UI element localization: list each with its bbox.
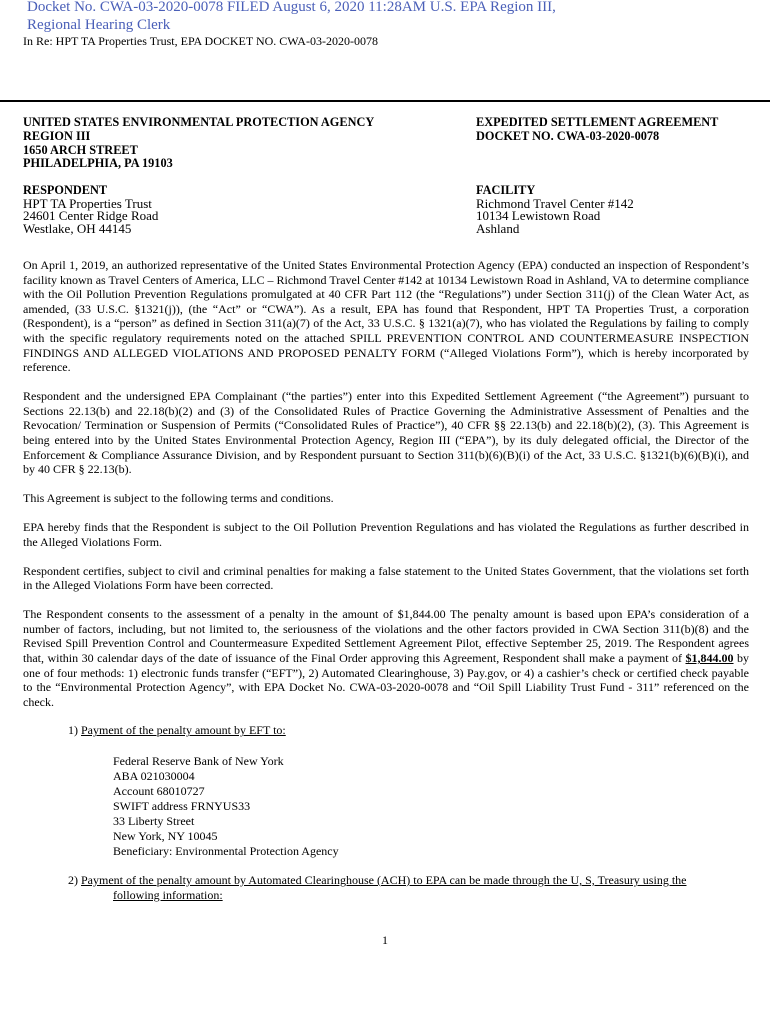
paragraph-terms: This Agreement is subject to the following terms and conditions. <box>23 491 334 506</box>
bank-line: Beneficiary: Environmental Protection Agency <box>113 843 339 858</box>
respondent-name: HPT TA Properties Trust <box>23 195 152 211</box>
paragraph-inspection: On April 1, 2019, an authorized representative of the United States Environmental Protection Agency (EPA) conducted an inspection of Respondent’s facility known as Travel Centers of America, LLC – Richmond Travel Center #142 at 10134 Lewistown Road in Ashland, VA to determine compliance with the Oil Pollution Prevention Regulations promulgated at 40 CFR Part 112 (the “Regulations”) under Section 311(j) of the Clean Water Act, as amended, (33 U.S.C. §1321(j)), (the “Act” or “CWA”). As a result, EPA has found that Respondent, HPT TA Properties Trust, a corporation (Respondent), is a “person” as defined in Section 311(a)(7) of the Act, 33 U.S.C. § 1321(a)(7), who has violated the Regulations by failing to comply with the specific regulatory requirements noted on the attached SPILL PREVENTION CONTROL AND COUNTERMEASURE INSPECTION FINDINGS AND ALLEGED VIOLATIONS AND PROPOSED PENALTY FORM (“Alleged Violations Form”), which is hereby incorporated by reference. <box>23 258 749 375</box>
bank-line: New York, NY 10045 <box>113 828 218 843</box>
facility-street: 10134 Lewistown Road <box>476 208 601 224</box>
item2-heading-line2: following information: <box>113 887 223 902</box>
paragraph-parties: Respondent and the undersigned EPA Complainant (“the parties”) enter into this Expedited Settlement Agreement (“the Agreement”) pursuant to Sections 22.13(b) and 22.18(b)(2) and (3) of the Consolidated Rules of Practice Governing the Administrative Assessment of Penalties and the Revocation/ Termination or Suspension of Permits (“Consolidated Rules of Practice”), 40 CFR §§ 22.13(b) and 22.18(b)(2), (3). This Agreement is being entered into by the United States Environmental Protection Agency, Region III (“EPA”), by its duly delegated official, the Director of the Enforcement & Compliance Assurance Division, and by Respondent pursuant to Section 311(b)(6)(B)(i) of the Act, 33 U.S.C. §1321(b)(6)(B)(i), and by 40 CFR § 22.13(b). <box>23 389 749 477</box>
bank-line: Federal Reserve Bank of New York <box>113 753 284 768</box>
facility-block <box>476 184 766 235</box>
left-header-column <box>23 116 443 235</box>
agreement-body <box>23 258 749 902</box>
agency-city: PHILADELPHIA, PA 19103 <box>23 156 173 171</box>
header-divider <box>0 100 770 102</box>
payment-method-1 <box>68 723 749 738</box>
agency-region: REGION III <box>23 128 91 143</box>
paragraph-findings: EPA hereby finds that the Respondent is subject to the Oil Pollution Prevention Regulations and has violated the Regulations as further described in the Alleged Violations Form. <box>23 520 749 549</box>
page-number: 1 <box>382 933 388 947</box>
penalty-text-1: The Respondent consents to the assessment of a penalty in the amount of $1,844.00 The penalty amount is based upon EPA’s consideration of a number of factors, including, but not limited to, the seriousness of the violations and the other factors provided in CWA Section 311(b)(8) and the Revised Spill Prevention Control and Countermeasure Expedited Settlement Agreement Pilot, effective September 25, 2019. The Respondent agrees that, within 30 calendar days of the date of issuance of the Final Order approving this Agreement, Respondent shall make a payment of <box>23 607 749 666</box>
respondent-block <box>23 184 443 235</box>
bank-line: 33 Liberty Street <box>113 813 195 828</box>
item2-number: 2) <box>68 872 81 887</box>
item1-heading: Payment of the penalty amount by EFT to: <box>81 723 286 738</box>
bank-line: SWIFT address FRNYUS33 <box>113 798 251 813</box>
paragraph-penalty <box>23 607 749 709</box>
agreement-title: EXPEDITED SETTLEMENT AGREEMENT <box>476 115 719 129</box>
stamp-line-1: Docket No. CWA-03-2020-0078 FILED August 6, 2020 11:28AM U.S. EPA Region III, <box>27 0 556 15</box>
filing-stamp <box>27 0 556 34</box>
facility-heading: FACILITY <box>476 183 536 198</box>
respondent-city: Westlake, OH 44145 <box>23 220 132 236</box>
bank-line: ABA 021030004 <box>113 768 195 783</box>
respondent-heading: RESPONDENT <box>23 183 108 198</box>
stamp-line-2: Regional Hearing Clerk <box>27 17 171 33</box>
payment-method-2 <box>68 873 749 902</box>
penalty-amount: $1,844.00 <box>685 651 734 666</box>
eft-bank-details <box>113 754 749 859</box>
agency-name: UNITED STATES ENVIRONMENTAL PROTECTION AGENCY <box>23 115 375 129</box>
agency-street: 1650 ARCH STREET <box>23 142 138 157</box>
respondent-street: 24601 Center Ridge Road <box>23 208 159 224</box>
item1-number: 1) <box>68 723 81 738</box>
facility-name: Richmond Travel Center #142 <box>476 195 634 211</box>
penalty-text-2: by one of four methods: 1) electronic funds transfer (“EFT”), 2) Automated Clearinghouse, 3) Pay.gov, or 4) a cashier’s check or certified check payable to the “Environmental Protection Agency”, with EPA Docket No. CWA-03-2020-0078 and “Oil Spill Liability Trust Fund - 311” referenced on the check. <box>23 651 749 709</box>
right-header-column <box>476 116 766 235</box>
agreement-docket: DOCKET NO. CWA-03-2020-0078 <box>476 128 660 143</box>
facility-city: Ashland <box>476 220 520 236</box>
in-re-header: In Re: HPT TA Properties Trust, EPA DOCKET NO. CWA-03-2020-0078 <box>23 34 378 48</box>
item2-heading-line1: Payment of the penalty amount by Automated Clearinghouse (ACH) to EPA can be made through the U, S, Treasury using the <box>81 872 687 887</box>
bank-line: Account 68010727 <box>113 783 205 798</box>
paragraph-certification: Respondent certifies, subject to civil and criminal penalties for making a false statement to the United States Government, that the violations set forth in the Alleged Violations Form have been corrected. <box>23 563 749 593</box>
